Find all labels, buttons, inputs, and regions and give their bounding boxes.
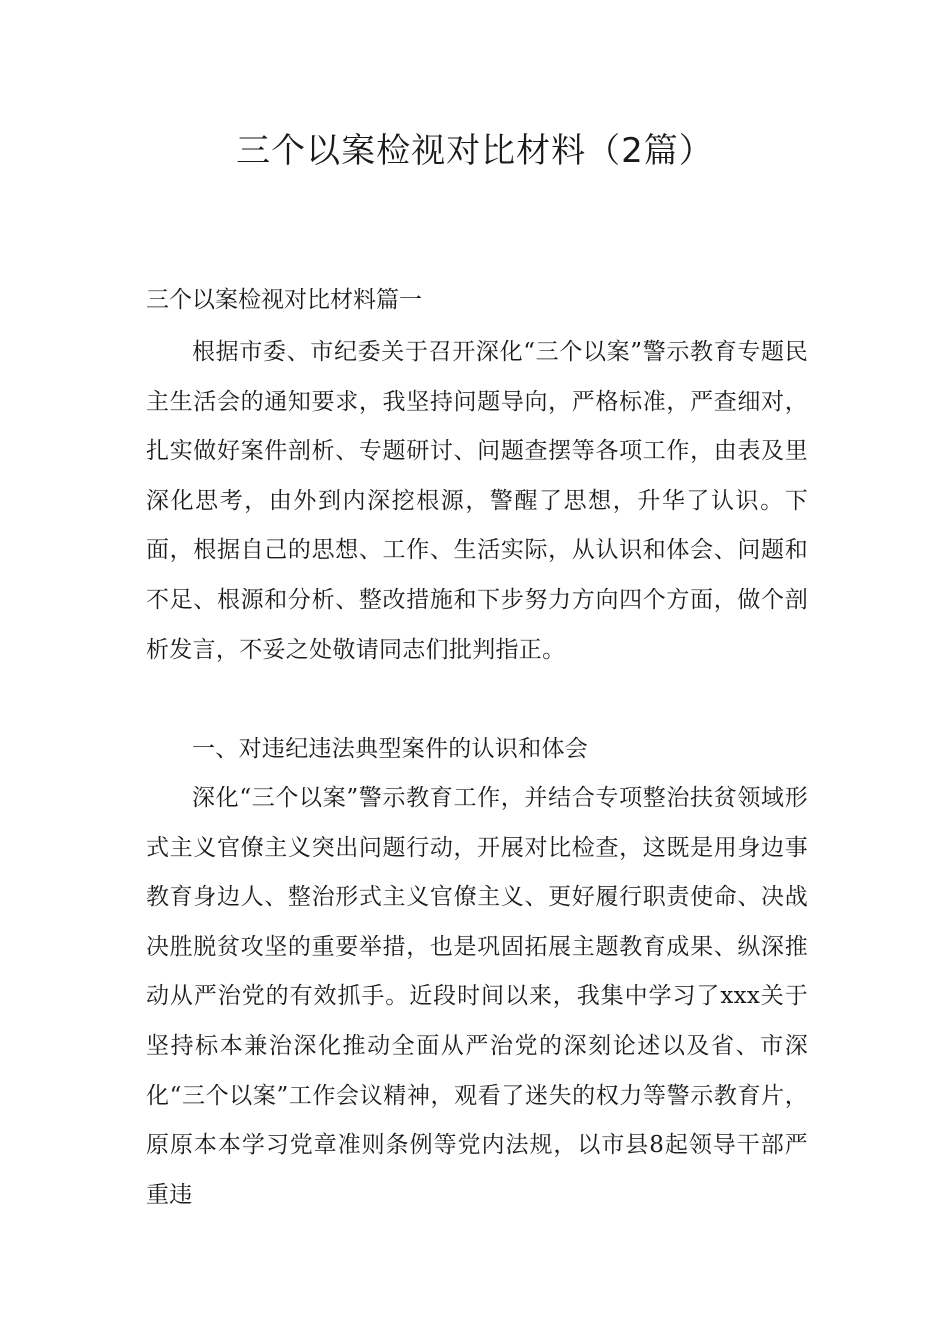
paragraph-subheading: 一、对违纪违法典型案件的认识和体会 [192, 736, 589, 762]
document-title: 三个以案检视对比材料（2篇） [236, 131, 714, 171]
paragraph-body: 深化“三个以案”警示教育工作，并结合专项整治扶贫领域形式主义官僚主义突出问题行动，开展对比检查，这既是用身边事教育身边人、整治形式主义官僚主义、更好履行职责使命、决战决胜脱贫攻坚的重要举措，也是巩固拓展主题教育成果、纵深推动从严治党的有效抓手。近段时间以来，我集中学习了xxx关于坚持标本兼治深化推动全面从严治党的深刻论述以及省、市深化“三个以案”工作会议精神，观看了迷失的权力等警示教育片，原原本本学习党章准则条例等党内法规，以市县8起领导干部严重违 [146, 785, 808, 1208]
paragraph-introduction: 根据市委、市纪委关于召开深化“三个以案”警示教育专题民主生活会的通知要求，我坚持问题导向，严格标准，严查细对，扎实做好案件剖析、专题研讨、问题查摆等各项工作，由表及里深化思考，由外到内深挖根源，警醒了思想，升华了认识。下面，根据自己的思想、工作、生活实际，从认识和体会、问题和不足、根源和分析、整改措施和下步努力方向四个方面，做个剖析发言，不妥之处敬请同志们批判指正。 [146, 339, 808, 663]
section-heading: 三个以案检视对比材料篇一 [146, 287, 422, 313]
